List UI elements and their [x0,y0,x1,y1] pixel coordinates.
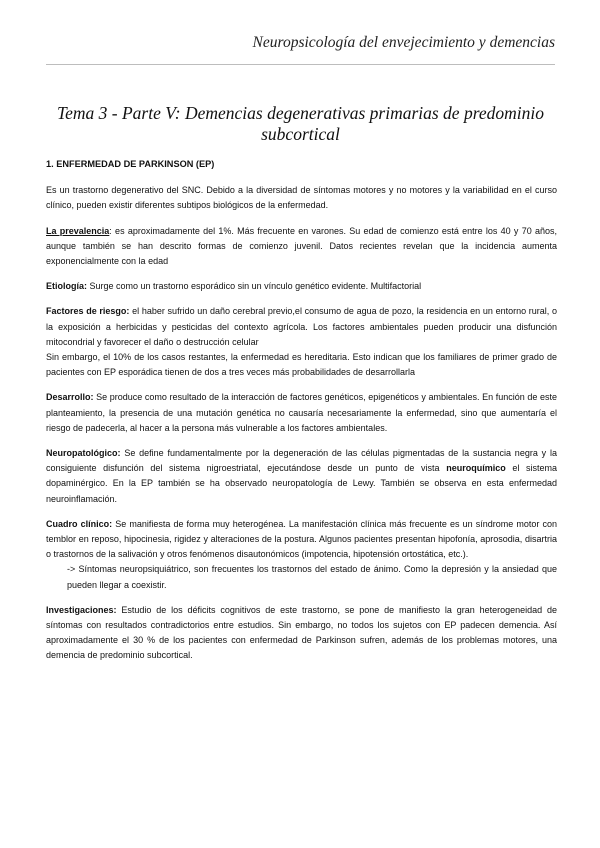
prevalencia-text: : es aproximadamente del 1%. Más frecuente en varones. Su edad de comienzo está entre los 40 y 70 años, aunque también se han descrito formas de comienzo juvenil. Datos recientes revelan que la incidencia aumenta exponencialmente con la edad [46,225,557,267]
investigaciones-label: Investigaciones: [46,604,117,615]
factores-text: el haber sufrido un daño cerebral previo,el consumo de agua de pozo, la residencia en un entorno rural, o la exposición a herbicidas y pesticidas del contexto agrícola. Los factores ambientales pueden producir una disfunción mitocondrial y favorecer el daño o destrucción celular [46,306,557,347]
prevalencia-paragraph [46,224,557,270]
section-heading: 1. ENFERMEDAD DE PARKINSON (EP) [46,159,215,169]
neuropatologico-text-b: el sistema dopaminérgico. En la EP también se ha observado neuropatología de Lewy. También se observa en esta enfermedad neuroinflamación. [46,463,557,504]
etiologia-label: Etiología: [46,281,87,292]
prevalencia-label: La prevalencia [46,225,110,236]
desarrollo-paragraph [46,390,557,436]
cuadro-paragraph [46,517,557,563]
factores-label: Factores de riesgo: [46,306,130,317]
cuadro-paragraph-2: -> Síntomas neuropsiquiátrico, son frecuentes los trastornos del estado de ánimo. Como la depresión y la ansiedad que pueden llegar a coexistir. [67,564,557,590]
page-title: Tema 3 - Parte V: Demencias degenerativas primarias de predominio subcortical [56,103,544,144]
etiologia-paragraph [46,279,557,294]
etiologia-text: Surge como un trastorno esporádico sin un vínculo genético evidente. Multifactorial [87,281,422,292]
intro-paragraph: Es un trastorno degenerativo del SNC. Debido a la diversidad de síntomas motores y no motores y la variabilidad en el curso clínico, pueden existir diferentes subtipos biológicos de la enfermedad. [46,185,557,211]
neuropatologico-label: Neuropatológico: [46,448,121,459]
factores-paragraph [46,304,557,350]
document-body [46,157,557,674]
desarrollo-label: Desarrollo: [46,392,94,403]
neuropatologico-text-a: Se define fundamentalmente por la degeneración de las células pigmentadas de la sustancia negra y la consiguiente disfunción del sistema nigroestriatal, ejecutándose desde un punto de vista [46,448,557,474]
neuropatologico-paragraph [46,446,557,507]
investigaciones-text: Estudio de los déficits cognitivos de este trastorno, se pone de manifiesto la gran heterogeneidad de síntomas con resultados contradictorios entre estudios. Sin embargo, no todos los sujetos con EP padecen demencia. Así aproximadamente el 30 % de los pacientes con enfermedad de Parkinson sufren, además de los problemas motores, una demencia de predominio subcortical. [46,604,557,661]
header-divider [46,64,555,65]
running-header: Neuropsicología del envejecimiento y demencias [252,34,555,51]
desarrollo-text: Se produce como resultado de la interacción de factores genéticos, epigenéticos y ambientales. En función de este planteamiento, la presencia de una mutación genética no causaría necesariamente la enfermedad, sino que aumentaría el riesgo de padecerla, al hacer a la persona más vulnerable a los factores ambientales. [46,392,557,433]
neuropatologico-bold-word: neuroquímico [446,463,506,474]
factores-paragraph-2: Sin embargo, el 10% de los casos restantes, la enfermedad es hereditaria. Esto indican que los familiares de primer grado de pacientes con EP esporádica tienen de dos a tres veces más probabilidades de desarrollarla [46,352,557,378]
cuadro-text: Se manifiesta de forma muy heterogénea. La manifestación clínica más frecuente es un síndrome motor con temblor en reposo, hipocinesia, rigidez y alteraciones de la postura. Algunos pacientes presentan hipofonía, aprosodia, disartria o trastornos de la salivación y otros fenómenos disautonómicos (impotencia, hipotensión ortostática, etc.). [46,518,557,560]
investigaciones-paragraph [46,603,557,664]
cuadro-label: Cuadro clínico: [46,518,113,529]
